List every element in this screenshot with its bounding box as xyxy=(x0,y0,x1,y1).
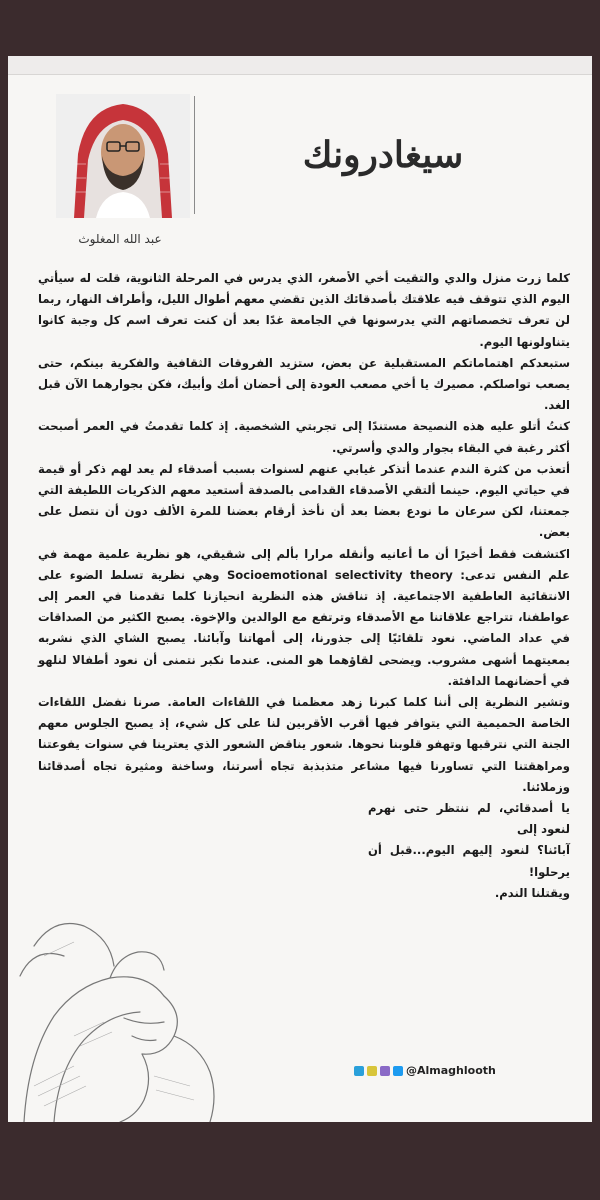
portrait-divider xyxy=(194,96,195,214)
instagram-icon xyxy=(380,1066,390,1076)
article-paragraph: أتعذب من كثرة الندم عندما أتذكر غيابي عنهم لسنوات بسبب أصدقاء لم يعد لهم ذكر أو قيمة في حياتي اليوم. حينما ألتقي الأصدقاء القدامى بالصدفة أستعيد معهم الذكريات اللطيفة التي جمعتنا، لكن سرعان ما نودع بعضا بعد أن نأخذ أرقام بعضنا للمرة الألف دون أن نتصل على بعض. xyxy=(38,461,570,540)
article-paragraph: كنتُ أتلو عليه هذه النصيحة مستندًا إلى تجربتي الشخصية. إذ كلما تقدمتُ في العمر أصبحت أكثر رغبة في البقاء بجوار والدي وأسرتي. xyxy=(38,419,570,455)
photo-frame-bottom xyxy=(0,1122,600,1200)
social-handle: @Almaghlooth xyxy=(406,1064,496,1077)
closing-line: آبائنا؟ لنعود إليهم اليوم...قبل أن يرحلوا! xyxy=(368,843,570,879)
author-portrait-drawing xyxy=(56,94,190,218)
author-portrait xyxy=(56,94,190,218)
article-title: سيغادرونك xyxy=(302,134,464,176)
author-name: عبد الله المغلوث xyxy=(78,232,162,246)
article-paragraph: وتشير النظرية إلى أننا كلما كبرنا زهد معظمنا في اللقاءات العامة. صرنا نفضل اللقاءات الخاصة الحميمية التي يتوافر فيها أقرب الأقربين لنا على كل شيء، إذ يصبح الجلوس معهم الجنة التي نترقبها وتهفو قلوبنا نحوها. شعور يناقض الشعور الذي يعترينا في سنوات يفوعتنا ومراهقتنا التي تساورنا فيها مشاعر متذبذبة تجاه أسرتنا، وساخنة ومثيرة تجاه أصدقائنا وزملائنا. xyxy=(38,695,570,794)
closing-line: يا أصدقائي، لم ننتظر حتى نهرم لنعود إلى xyxy=(368,801,570,837)
holding-hands-sketch xyxy=(14,886,264,1122)
article-paragraph: اكتشفت فقط أخيرًا أن ما أعانيه وأنقله مرارا بألم إلى شقيقي، هو نظرية علمية مهمة في علم النفس تدعى: Socioemotional selectivity theory وهي نظرية تسلط الضوء على الانتقائية العاطفية الاجتماعية. إذ تناقش هذه النظرية انحيازنا كلما تقدمنا في العمر إلى عواطفنا، تتراجع علاقاتنا مع الأصدقاء وترتفع مع الوالدين والإخوة. يصبح الكثير من الصداقات في عداد الماضي. نعود تلقائيًا إلى جذورنا، إلى أمهاتنا وآبائنا. يصبح الشاي الذي نشربه بمعيتهما أشهى مشروب. ويضحى لقاؤهما هو المنى. عندما نكبر نتمنى أن نعود أطفالا لنلهو في أحضانهما الدافئة. xyxy=(38,546,571,688)
closing-line: ويقتلنا الندم. xyxy=(494,885,570,900)
article-paragraph: كلما زرت منزل والدي والتقيت أخي الأصغر، الذي يدرس في المرحلة الثانوية، قلت له سيأتي اليوم الذي تتوقف فيه علاقتك بأصدقائك الذين تقضي معهم أطوال الليل، وأطراف النهار، ربما لن تعرف تخصصاتهم التي يدرسونها في الجامعة غدًا بعد أن كنت تعرف اسم كل وجبة كانوا يتناولونها اليوم. xyxy=(38,271,570,349)
twitter-icon xyxy=(393,1066,403,1076)
social-handle-row xyxy=(354,1064,496,1077)
newspaper-clipping xyxy=(8,56,592,1122)
article-paragraph: ستبعدكم اهتماماتكم المستقبلية عن بعض، ستزيد الفروقات الثقافية والفكرية بينكم، حتى يصعب تواصلكم. مصيرك يا أخي مصعب العودة إلى أحضان أمك وأبيك، فكن بجوارهما الآن قبل الغد. xyxy=(38,355,570,413)
snapchat-icon xyxy=(367,1066,377,1076)
clipping-top-edge xyxy=(8,56,592,75)
telegram-icon xyxy=(354,1066,364,1076)
article-body xyxy=(38,268,570,904)
